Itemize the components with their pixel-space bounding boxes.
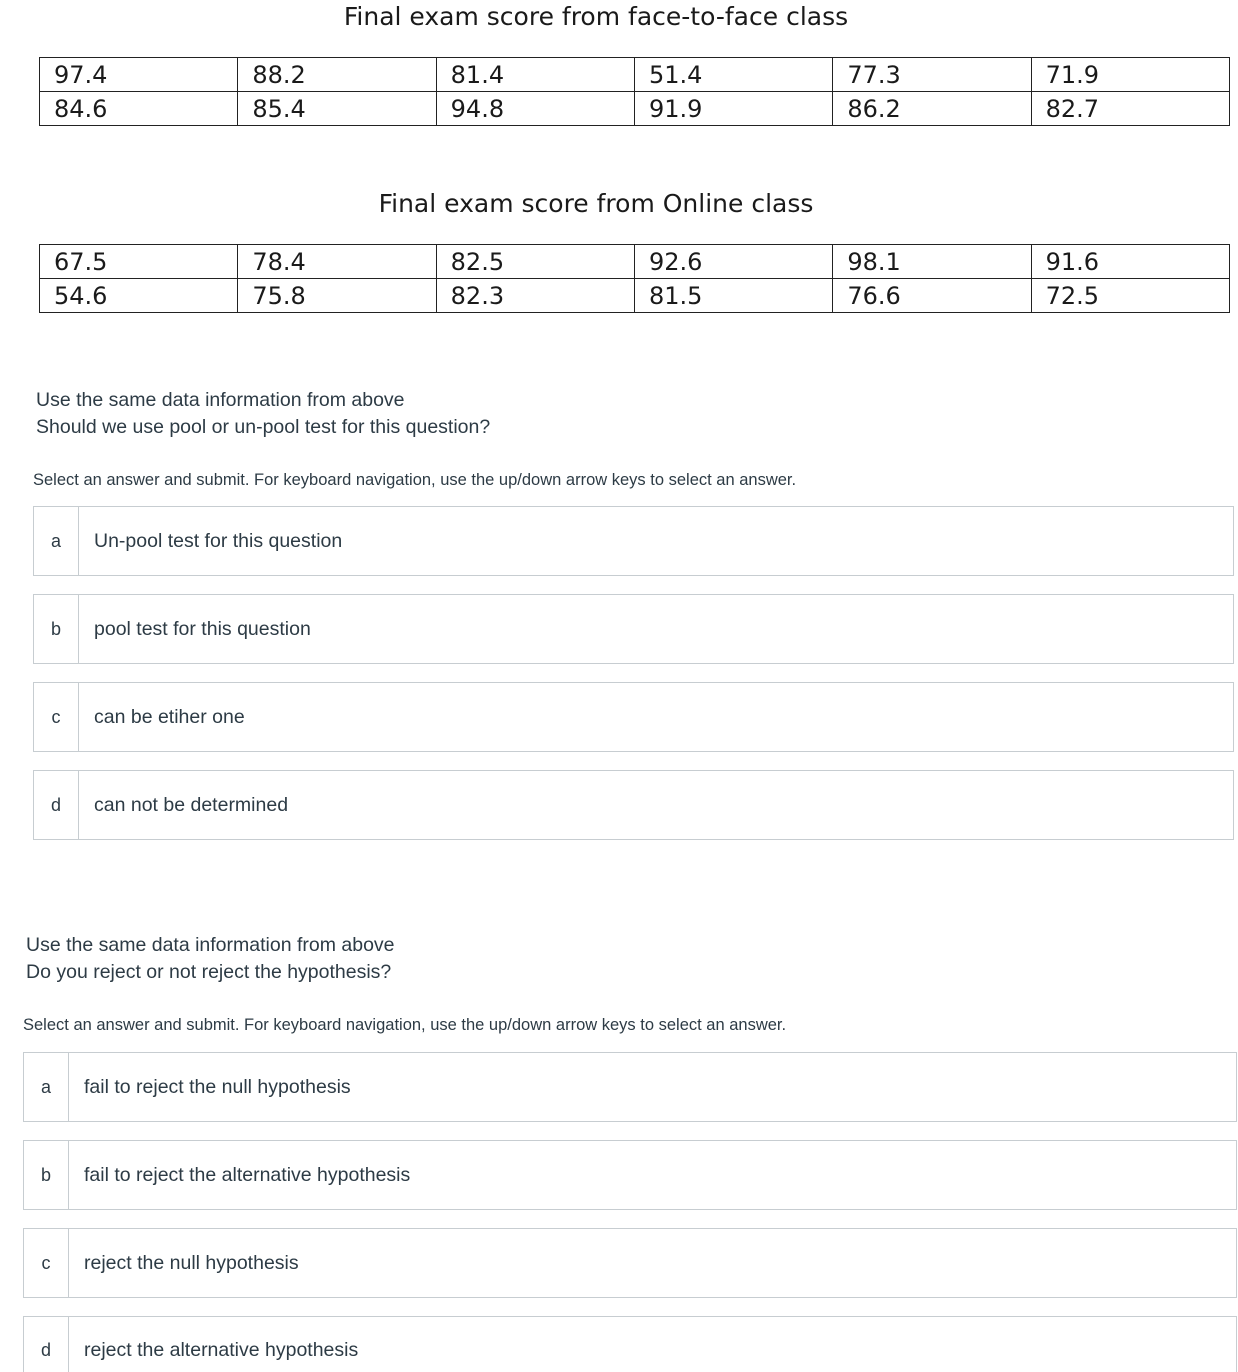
table-cell: 91.6 [1031,245,1229,279]
face-to-face-scores-table [39,57,1230,126]
question-2-line-2: Do you reject or not reject the hypothesis? [26,961,392,983]
option-letter: a [34,507,79,575]
table-cell: 78.4 [238,245,436,279]
table-row [40,279,1230,313]
table-cell: 86.2 [833,92,1031,126]
table-cell: 82.5 [436,245,634,279]
option-letter: c [34,683,79,751]
table-cell: 76.6 [833,279,1031,313]
option-text: can not be determined [94,793,289,816]
q1-option-c[interactable] [33,682,1234,752]
option-letter: b [34,595,79,663]
table-cell: 92.6 [634,245,832,279]
table-cell: 88.2 [238,58,436,92]
q2-option-a[interactable] [23,1052,1237,1122]
table-cell: 77.3 [833,58,1031,92]
option-text: Un-pool test for this question [94,529,343,552]
q1-option-d[interactable] [33,770,1234,840]
option-text: fail to reject the null hypothesis [84,1075,351,1098]
q1-option-b[interactable] [33,594,1234,664]
table-cell: 84.6 [40,92,238,126]
question-1-line-1: Use the same data information from above [36,389,405,411]
option-letter: a [24,1053,69,1121]
option-text: reject the alternative hypothesis [84,1339,359,1361]
question-2-instruction: Select an answer and submit. For keyboard navigation, use the up/down arrow keys to select an answer. [23,1016,787,1034]
table-row [40,58,1230,92]
option-text: reject the null hypothesis [84,1251,299,1274]
table-row [40,92,1230,126]
question-2-text [26,932,395,986]
table-cell: 91.9 [634,92,832,126]
option-letter: d [34,771,79,839]
q2-option-c[interactable] [23,1228,1237,1298]
table-cell: 75.8 [238,279,436,313]
table-cell: 97.4 [40,58,238,92]
option-text: can be etiher one [94,705,245,728]
q2-option-d[interactable] [23,1316,1237,1372]
online-scores-table [39,244,1230,313]
question-1-line-2: Should we use pool or un-pool test for this question? [36,416,491,438]
q2-option-b[interactable] [23,1140,1237,1210]
table-cell: 85.4 [238,92,436,126]
option-letter: d [24,1317,69,1372]
option-text: fail to reject the alternative hypothesis [84,1163,411,1186]
table-cell: 67.5 [40,245,238,279]
table-cell: 81.4 [436,58,634,92]
table-cell: 51.4 [634,58,832,92]
table-row [40,245,1230,279]
table-cell: 71.9 [1031,58,1229,92]
table-cell: 72.5 [1031,279,1229,313]
option-letter: b [24,1141,69,1209]
table-cell: 54.6 [40,279,238,313]
q1-option-a[interactable] [33,506,1234,576]
table-cell: 82.3 [436,279,634,313]
table-cell: 82.7 [1031,92,1229,126]
table-title-online: Final exam score from Online class [378,189,814,218]
question-1-text [36,387,490,441]
option-text: pool test for this question [94,617,311,640]
question-2-line-1: Use the same data information from above [26,934,395,956]
table-cell: 98.1 [833,245,1031,279]
table-cell: 81.5 [634,279,832,313]
table-cell: 94.8 [436,92,634,126]
table-title-face-to-face: Final exam score from face-to-face class [343,2,849,31]
option-letter: c [24,1229,69,1297]
question-1-instruction: Select an answer and submit. For keyboard navigation, use the up/down arrow keys to select an answer. [33,471,797,489]
